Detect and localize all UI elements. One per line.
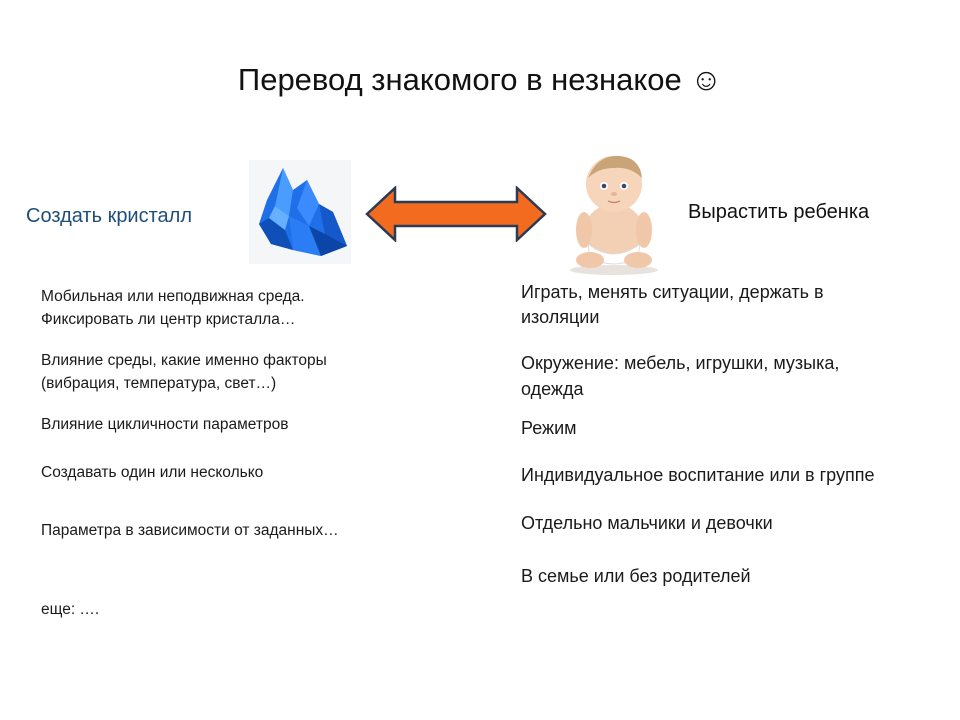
slide-title [0, 62, 960, 98]
smiley-icon: ☺ [690, 62, 723, 97]
list-item: Влияние цикличности параметров [41, 416, 289, 433]
title-text: Перевод знакомого в незнакое [237, 62, 682, 97]
list-item: Параметра в зависимости от заданных… [41, 522, 339, 539]
baby-photo-image [564, 148, 664, 276]
list-item: Фиксировать ли центр кристалла… [41, 311, 296, 328]
list-item: Окружение: мебель, игрушки, музыка, [521, 353, 840, 373]
blue-crystal-image [249, 160, 351, 264]
list-item: Создавать один или несколько [41, 464, 264, 481]
list-item: изоляции [521, 307, 600, 327]
list-item: Мобильная или неподвижная среда. [41, 288, 305, 305]
left-heading: Создать кристалл [26, 205, 193, 227]
list-item: Режим [521, 418, 577, 438]
list-item: одежда [521, 379, 584, 399]
list-item: Отдельно мальчики и девочки [521, 513, 773, 533]
list-item: Индивидуальное воспитание или в группе [521, 465, 875, 485]
double-headed-arrow-icon [365, 186, 547, 242]
list-item: (вибрация, температура, свет…) [41, 375, 277, 392]
list-item: Играть, менять ситуации, держать в [521, 282, 824, 302]
list-item: Влияние среды, какие именно факторы [41, 352, 327, 369]
right-heading: Вырастить ребенка [688, 201, 870, 223]
list-item: еще: …. [41, 601, 100, 618]
list-item: В семье или без родителей [521, 566, 751, 586]
